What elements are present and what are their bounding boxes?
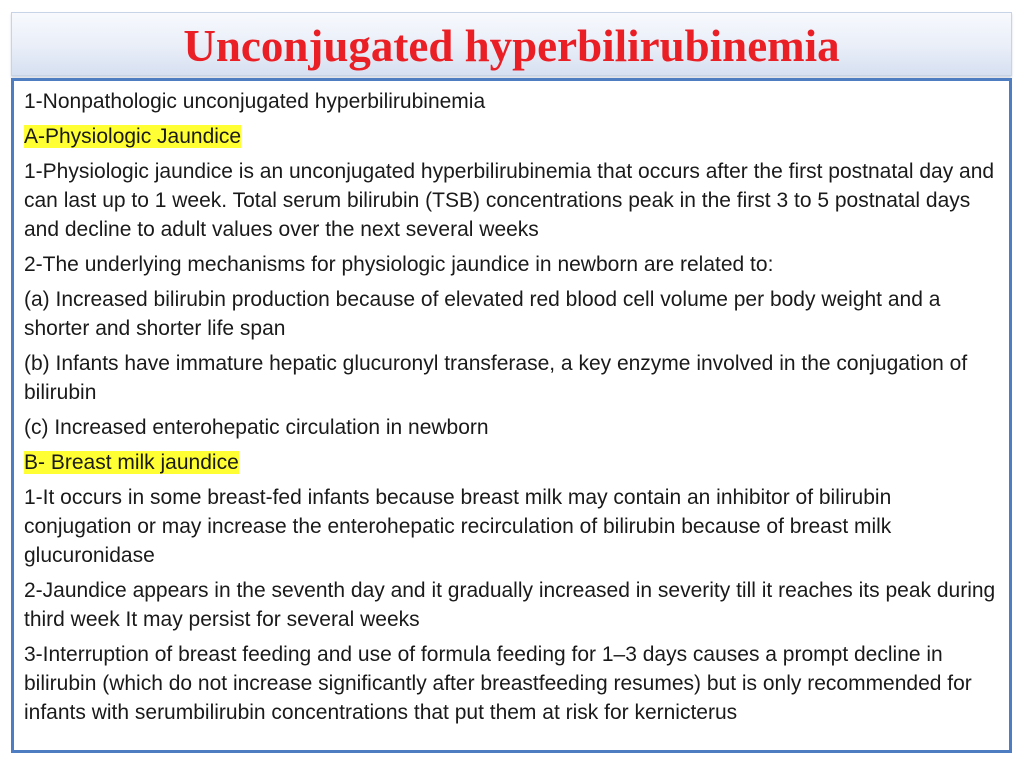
paragraph-physiologic-point-1 [24,157,1001,244]
highlighted-heading: B- Breast milk jaundice [24,451,239,474]
paragraph-breast-milk-point-2 [24,576,1001,634]
paragraph-breast-milk-point-1 [24,483,1001,570]
paragraph-text: 3-Interruption of breast feeding and use of formula feeding for 1–3 days causes a prompt decline in bilirubin (which do not increase significantly after breastfeeding resumes) but is only recommended for infants with serumbilirubin concentrations that put them at risk for kernicterus [24,643,972,724]
slide-title: Unconjugated hyperbilirubinemia [183,21,840,71]
paragraph-text: 2-The underlying mechanisms for physiologic jaundice in newborn are related to: [24,253,774,276]
title-bar [11,12,1012,76]
paragraph-mechanism-b [24,349,1001,407]
paragraph-text: 1-Nonpathologic unconjugated hyperbilirubinemia [24,90,486,113]
paragraph-mechanism-c [24,413,1001,442]
paragraph-text: 1-Physiologic jaundice is an unconjugated hyperbilirubinemia that occurs after the first postnatal day and can last up to 1 week. Total serum bilirubin (TSB) concentrations peak in the first 3 to 5 postnatal days and decline to adult values over the next several weeks [24,160,995,241]
paragraph-breast-milk-jaundice-heading [24,448,1001,477]
content-box [11,78,1012,753]
paragraph-text: 2-Jaundice appears in the seventh day and it gradually increased in severity till it reaches its peak during third week It may persist for several weeks [24,579,996,631]
paragraph-text: (c) Increased enterohepatic circulation in newborn [24,416,489,439]
paragraph-text: 1-It occurs in some breast-fed infants because breast milk may contain an inhibitor of bilirubin conjugation or may increase the enterohepatic recirculation of bilirubin because of breast milk glucuronidase [24,486,892,567]
paragraph-physiologic-jaundice-heading [24,122,1001,151]
highlighted-heading: A-Physiologic Jaundice [24,125,242,148]
paragraph-mechanism-a [24,285,1001,343]
paragraph-physiologic-point-2 [24,250,1001,279]
paragraph-nonpathologic-heading [24,87,1001,116]
paragraph-text: (a) Increased bilirubin production because of elevated red blood cell volume per body weight and a shorter and shorter life span [24,288,941,340]
paragraph-breast-milk-point-3 [24,640,1001,727]
paragraph-text: (b) Infants have immature hepatic glucuronyl transferase, a key enzyme involved in the conjugation of bilirubin [24,352,968,404]
